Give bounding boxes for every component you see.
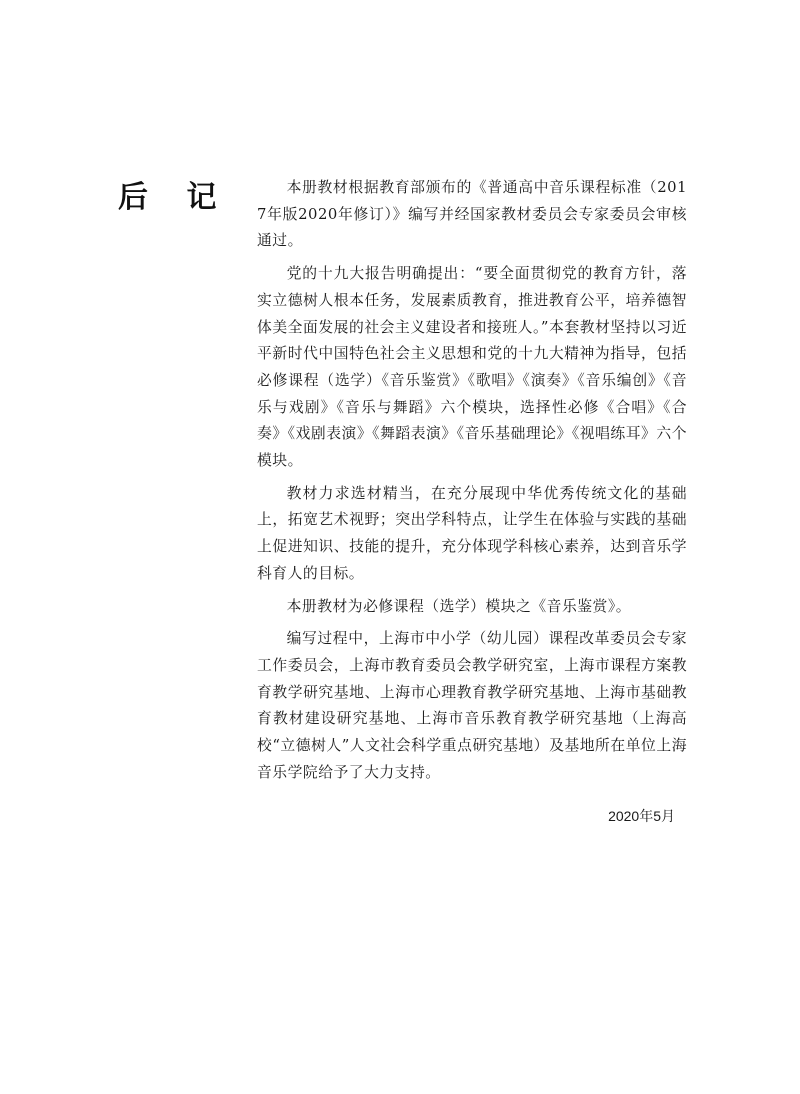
paragraph-curriculum-standard: 本册教材根据教育部颁布的《普通高中音乐课程标准（2017年版2020年修订）》编写并经国家教材委员会专家委员会审核通过。 <box>257 179 687 250</box>
afterword-body <box>257 175 687 792</box>
paragraph-acknowledgements: 编写过程中，上海市中小学（幼儿园）课程改革委员会专家工作委员会，上海市教育委员会教学研究室，上海市课程方案教育教学研究基地、上海市心理教育教学研究基地、上海市基础教育教材建设研究基地、上海市音乐教育教学研究基地（上海高校“立德树人”人文社会科学重点研究基地）及基地所在单位上海音乐学院给予了大力支持。 <box>257 630 687 781</box>
paragraph-guiding-principles: 党的十九大报告明确提出：“要全面贯彻党的教育方针，落实立德树人根本任务，发展素质教育，推进教育公平，培养德智体美全面发展的社会主义建设者和接班人。”本套教材坚持以习近平新时代中国特色社会主义思想和党的十九大精神为指导，包括必修课程（选学）《音乐鉴赏》《歌唱》《演奏》《音乐编创》《音乐与戏剧》《音乐与舞蹈》六个模块，选择性必修《合唱》《合奏》《戏剧表演》《舞蹈表演》《音乐基础理论》《视唱练耳》六个模块。 <box>257 265 687 470</box>
page-title: 后 记 <box>118 180 231 215</box>
paragraph-material-selection: 教材力求选材精当，在充分展现中华优秀传统文化的基础上，拓宽艺术视野；突出学科特点，让学生在体验与实践的基础上促进知识、技能的提升，充分体现学科核心素养，达到音乐学科育人的目标。 <box>257 484 687 582</box>
publication-date: 2020年5月 <box>608 808 675 824</box>
paragraph-module-statement: 本册教材为必修课程（选学）模块之《音乐鉴赏》。 <box>286 597 632 615</box>
